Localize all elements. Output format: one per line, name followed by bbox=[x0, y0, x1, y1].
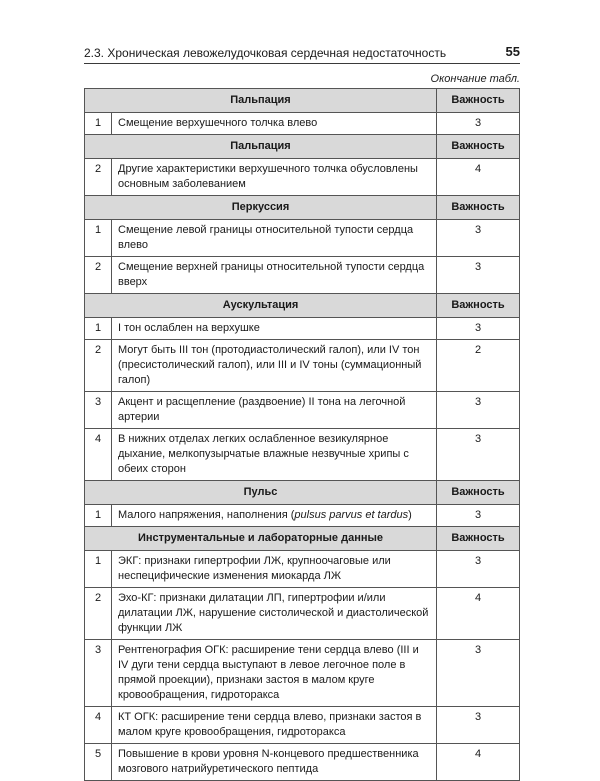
importance-value: 3 bbox=[437, 429, 520, 481]
table-row bbox=[85, 505, 520, 527]
table-row bbox=[85, 220, 520, 257]
table-row bbox=[85, 640, 520, 707]
row-number: 2 bbox=[85, 159, 112, 196]
table-row bbox=[85, 159, 520, 196]
row-number: 5 bbox=[85, 744, 112, 781]
row-number: 1 bbox=[85, 113, 112, 135]
table-row bbox=[85, 707, 520, 744]
importance-value: 2 bbox=[437, 340, 520, 392]
table-continuation-note: Окончание табл. bbox=[430, 73, 520, 85]
table-row bbox=[85, 392, 520, 429]
importance-value: 3 bbox=[437, 257, 520, 294]
importance-header: Важность bbox=[437, 196, 520, 220]
importance-header: Важность bbox=[437, 481, 520, 505]
criterion-text-part: Малого напряжения, наполнения ( bbox=[118, 509, 295, 521]
section-title: Перкуссия bbox=[85, 196, 437, 220]
criterion-text: Повышение в крови уровня N-концевого предшественника мозгового натрийуретического пептида bbox=[112, 744, 437, 781]
row-number: 3 bbox=[85, 640, 112, 707]
importance-value: 4 bbox=[437, 588, 520, 640]
criterion-text: В нижних отделах легких ослабленное везикулярное дыхание, мелкопузырчатые влажные незвучные хрипы с обеих сторон bbox=[112, 429, 437, 481]
criterion-text: Смещение верхушечного толчка влево bbox=[112, 113, 437, 135]
criterion-text: I тон ослаблен на верхушке bbox=[112, 318, 437, 340]
table-row bbox=[85, 113, 520, 135]
section-header-row bbox=[85, 196, 520, 220]
row-number: 4 bbox=[85, 707, 112, 744]
running-title: 2.3. Хроническая левожелудочковая сердечная недостаточность bbox=[84, 46, 447, 60]
table-row bbox=[85, 318, 520, 340]
section-title: Инструментальные и лабораторные данные bbox=[85, 527, 437, 551]
row-number: 1 bbox=[85, 505, 112, 527]
importance-value: 3 bbox=[437, 220, 520, 257]
importance-value: 3 bbox=[437, 640, 520, 707]
table-row bbox=[85, 340, 520, 392]
criterion-text: ЭКГ: признаки гипертрофии ЛЖ, крупноочаговые или неспецифические изменения миокарда ЛЖ bbox=[112, 551, 437, 588]
row-number: 1 bbox=[85, 318, 112, 340]
criterion-text: Рентгенография ОГК: расширение тени сердца влево (III и IV дуги тени сердца выступают в левое легочное поле в прямой проекции), признаки застоя в малом круге кровообращения, гидроторакса bbox=[112, 640, 437, 707]
criterion-text: Смещение верхней границы относительной тупости сердца вверх bbox=[112, 257, 437, 294]
table-row bbox=[85, 744, 520, 781]
section-header-row bbox=[85, 135, 520, 159]
importance-header: Важность bbox=[437, 89, 520, 113]
criterion-text: Смещение левой границы относительной тупости сердца влево bbox=[112, 220, 437, 257]
row-number: 2 bbox=[85, 340, 112, 392]
importance-value: 3 bbox=[437, 318, 520, 340]
row-number: 4 bbox=[85, 429, 112, 481]
page-number: 55 bbox=[505, 44, 520, 59]
section-title: Пальпация bbox=[85, 89, 437, 113]
table-row bbox=[85, 588, 520, 640]
table-row bbox=[85, 551, 520, 588]
importance-header: Важность bbox=[437, 135, 520, 159]
table-row bbox=[85, 257, 520, 294]
page-header bbox=[84, 44, 520, 64]
importance-value: 3 bbox=[437, 113, 520, 135]
section-title: Аускультация bbox=[85, 294, 437, 318]
importance-value: 3 bbox=[437, 505, 520, 527]
row-number: 2 bbox=[85, 588, 112, 640]
importance-value: 3 bbox=[437, 707, 520, 744]
criterion-text: Другие характеристики верхушечного толчка обусловлены основным заболеванием bbox=[112, 159, 437, 196]
section-header-row bbox=[85, 527, 520, 551]
importance-value: 3 bbox=[437, 551, 520, 588]
criterion-text: КТ ОГК: расширение тени сердца влево, признаки застоя в малом круге кровообращения, гидроторакса bbox=[112, 707, 437, 744]
importance-value: 4 bbox=[437, 744, 520, 781]
section-title: Пальпация bbox=[85, 135, 437, 159]
row-number: 3 bbox=[85, 392, 112, 429]
table-row bbox=[85, 429, 520, 481]
importance-value: 3 bbox=[437, 392, 520, 429]
section-header-row bbox=[85, 89, 520, 113]
section-header-row bbox=[85, 481, 520, 505]
header-rule bbox=[84, 63, 520, 64]
row-number: 1 bbox=[85, 220, 112, 257]
criterion-text: Акцент и расщепление (раздвоение) II тона на легочной артерии bbox=[112, 392, 437, 429]
row-number: 2 bbox=[85, 257, 112, 294]
criterion-text bbox=[112, 505, 437, 527]
importance-header: Важность bbox=[437, 294, 520, 318]
latin-term: pulsus parvus et tardus bbox=[294, 509, 409, 521]
section-header-row bbox=[85, 294, 520, 318]
criterion-text: Могут быть III тон (протодиастолический галоп), или IV тон (пресистолический галоп), или III и IV тоны (суммационный галоп) bbox=[112, 340, 437, 392]
criterion-text-part: ) bbox=[408, 509, 412, 521]
section-title: Пульс bbox=[85, 481, 437, 505]
row-number: 1 bbox=[85, 551, 112, 588]
importance-header: Важность bbox=[437, 527, 520, 551]
criterion-text: Эхо-КГ: признаки дилатации ЛП, гипертрофии и/или дилатации ЛЖ, нарушение систолической и диастолической функции ЛЖ bbox=[112, 588, 437, 640]
importance-value: 4 bbox=[437, 159, 520, 196]
assessment-table bbox=[84, 88, 520, 781]
